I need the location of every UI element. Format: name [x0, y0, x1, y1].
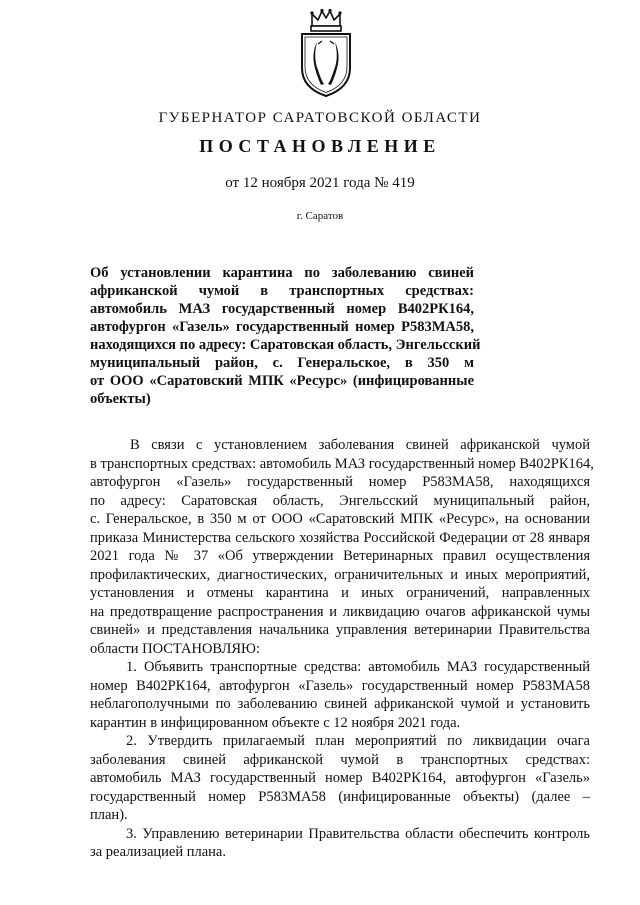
item-3-paragraph	[90, 825, 590, 862]
body-line: 1. Объявить транспортные средства: автомобиль МАЗ государственный	[126, 659, 590, 675]
title-line: от ООО «Саратовский МПК «Ресурс» (инфицированные	[90, 373, 474, 389]
title-line: африканской чумой в транспортных средствах:	[90, 283, 474, 299]
body-line: 3. Управлению ветеринарии Правительства области обеспечить контроль	[126, 825, 590, 842]
body-line: за реализацией плана.	[90, 844, 226, 860]
title-line: объекты)	[90, 391, 151, 407]
document-date-number: от 12 ноября 2021 года № 419	[225, 175, 415, 191]
body-line: карантин в инфицированном объекте с 12 ноября 2021 года.	[90, 714, 461, 731]
saratov-coat-of-arms-icon	[296, 8, 356, 98]
title-line: муниципальный район, с. Генеральское, в 350 м	[90, 355, 474, 371]
body-line: с. Генеральское, в 350 м от ООО «Саратовский МПК «Ресурс», на основании	[90, 511, 590, 527]
body-line: 2021 года № 37 «Об утверждении Ветеринарных правил осуществления	[90, 548, 590, 564]
document-body	[90, 436, 594, 862]
preamble-paragraph	[90, 436, 594, 658]
body-line: номер В402РК164, автофургон «Газель» государственный номер Р583МА58	[90, 677, 590, 694]
body-line: автомобиль МАЗ государственный номер В402РК164, автофургон «Газель»	[90, 770, 590, 786]
body-line: 2. Утвердить прилагаемый план мероприятий по ликвидации очага	[126, 733, 590, 749]
document-type: ПОСТАНОВЛЕНИЕ	[199, 136, 441, 156]
document-city: г. Саратов	[296, 210, 344, 222]
title-line: автомобиль МАЗ государственный номер В402РК164,	[90, 301, 474, 317]
body-line: свиней» и представления начальника управления ветеринарии Правительства	[90, 622, 590, 638]
title-line: Об установлении карантина по заболеванию свиней	[90, 265, 474, 281]
item-2-paragraph	[90, 732, 590, 825]
body-line: профилактических, диагностических, ограничительных и иных мероприятий,	[90, 566, 590, 583]
issuer-heading: ГУБЕРНАТОР САРАТОВСКОЙ ОБЛАСТИ	[158, 110, 482, 126]
body-line: установления и отмены карантина и иных ограничений, направленных	[90, 585, 590, 601]
item-1-paragraph	[90, 658, 590, 732]
document-title	[90, 264, 481, 408]
body-line: план).	[90, 807, 128, 823]
body-line: приказа Министерства сельского хозяйства Российской Федерации от 28 января	[90, 529, 590, 546]
body-line: неблагополучными по заболеванию свиней африканской чумой и установить	[90, 696, 590, 712]
body-line: государственный номер Р583МА58 (инфицированные объекты) (далее –	[90, 788, 590, 805]
body-line: автофургон «Газель» государственный номер Р583МА58, находящихся	[90, 474, 590, 490]
body-line: по адресу: Саратовская область, Энгельсский муниципальный район,	[90, 492, 590, 509]
body-line: в транспортных средствах: автомобиль МАЗ государственный номер В402РК164,	[90, 455, 594, 472]
title-line: находящихся по адресу: Саратовская область, Энгельсский	[90, 337, 481, 353]
body-line: заболевания свиней африканской чумой в транспортных средствах:	[90, 751, 590, 768]
body-line: области ПОСТАНОВЛЯЮ:	[90, 640, 260, 657]
body-line: В связи с установлением заболевания свиней африканской чумой	[130, 437, 590, 453]
title-line: автофургон «Газель» государственный номер Р583МА58,	[90, 319, 474, 335]
body-line: на предотвращение распространения и ликвидацию очагов африканской чумы	[90, 603, 590, 620]
